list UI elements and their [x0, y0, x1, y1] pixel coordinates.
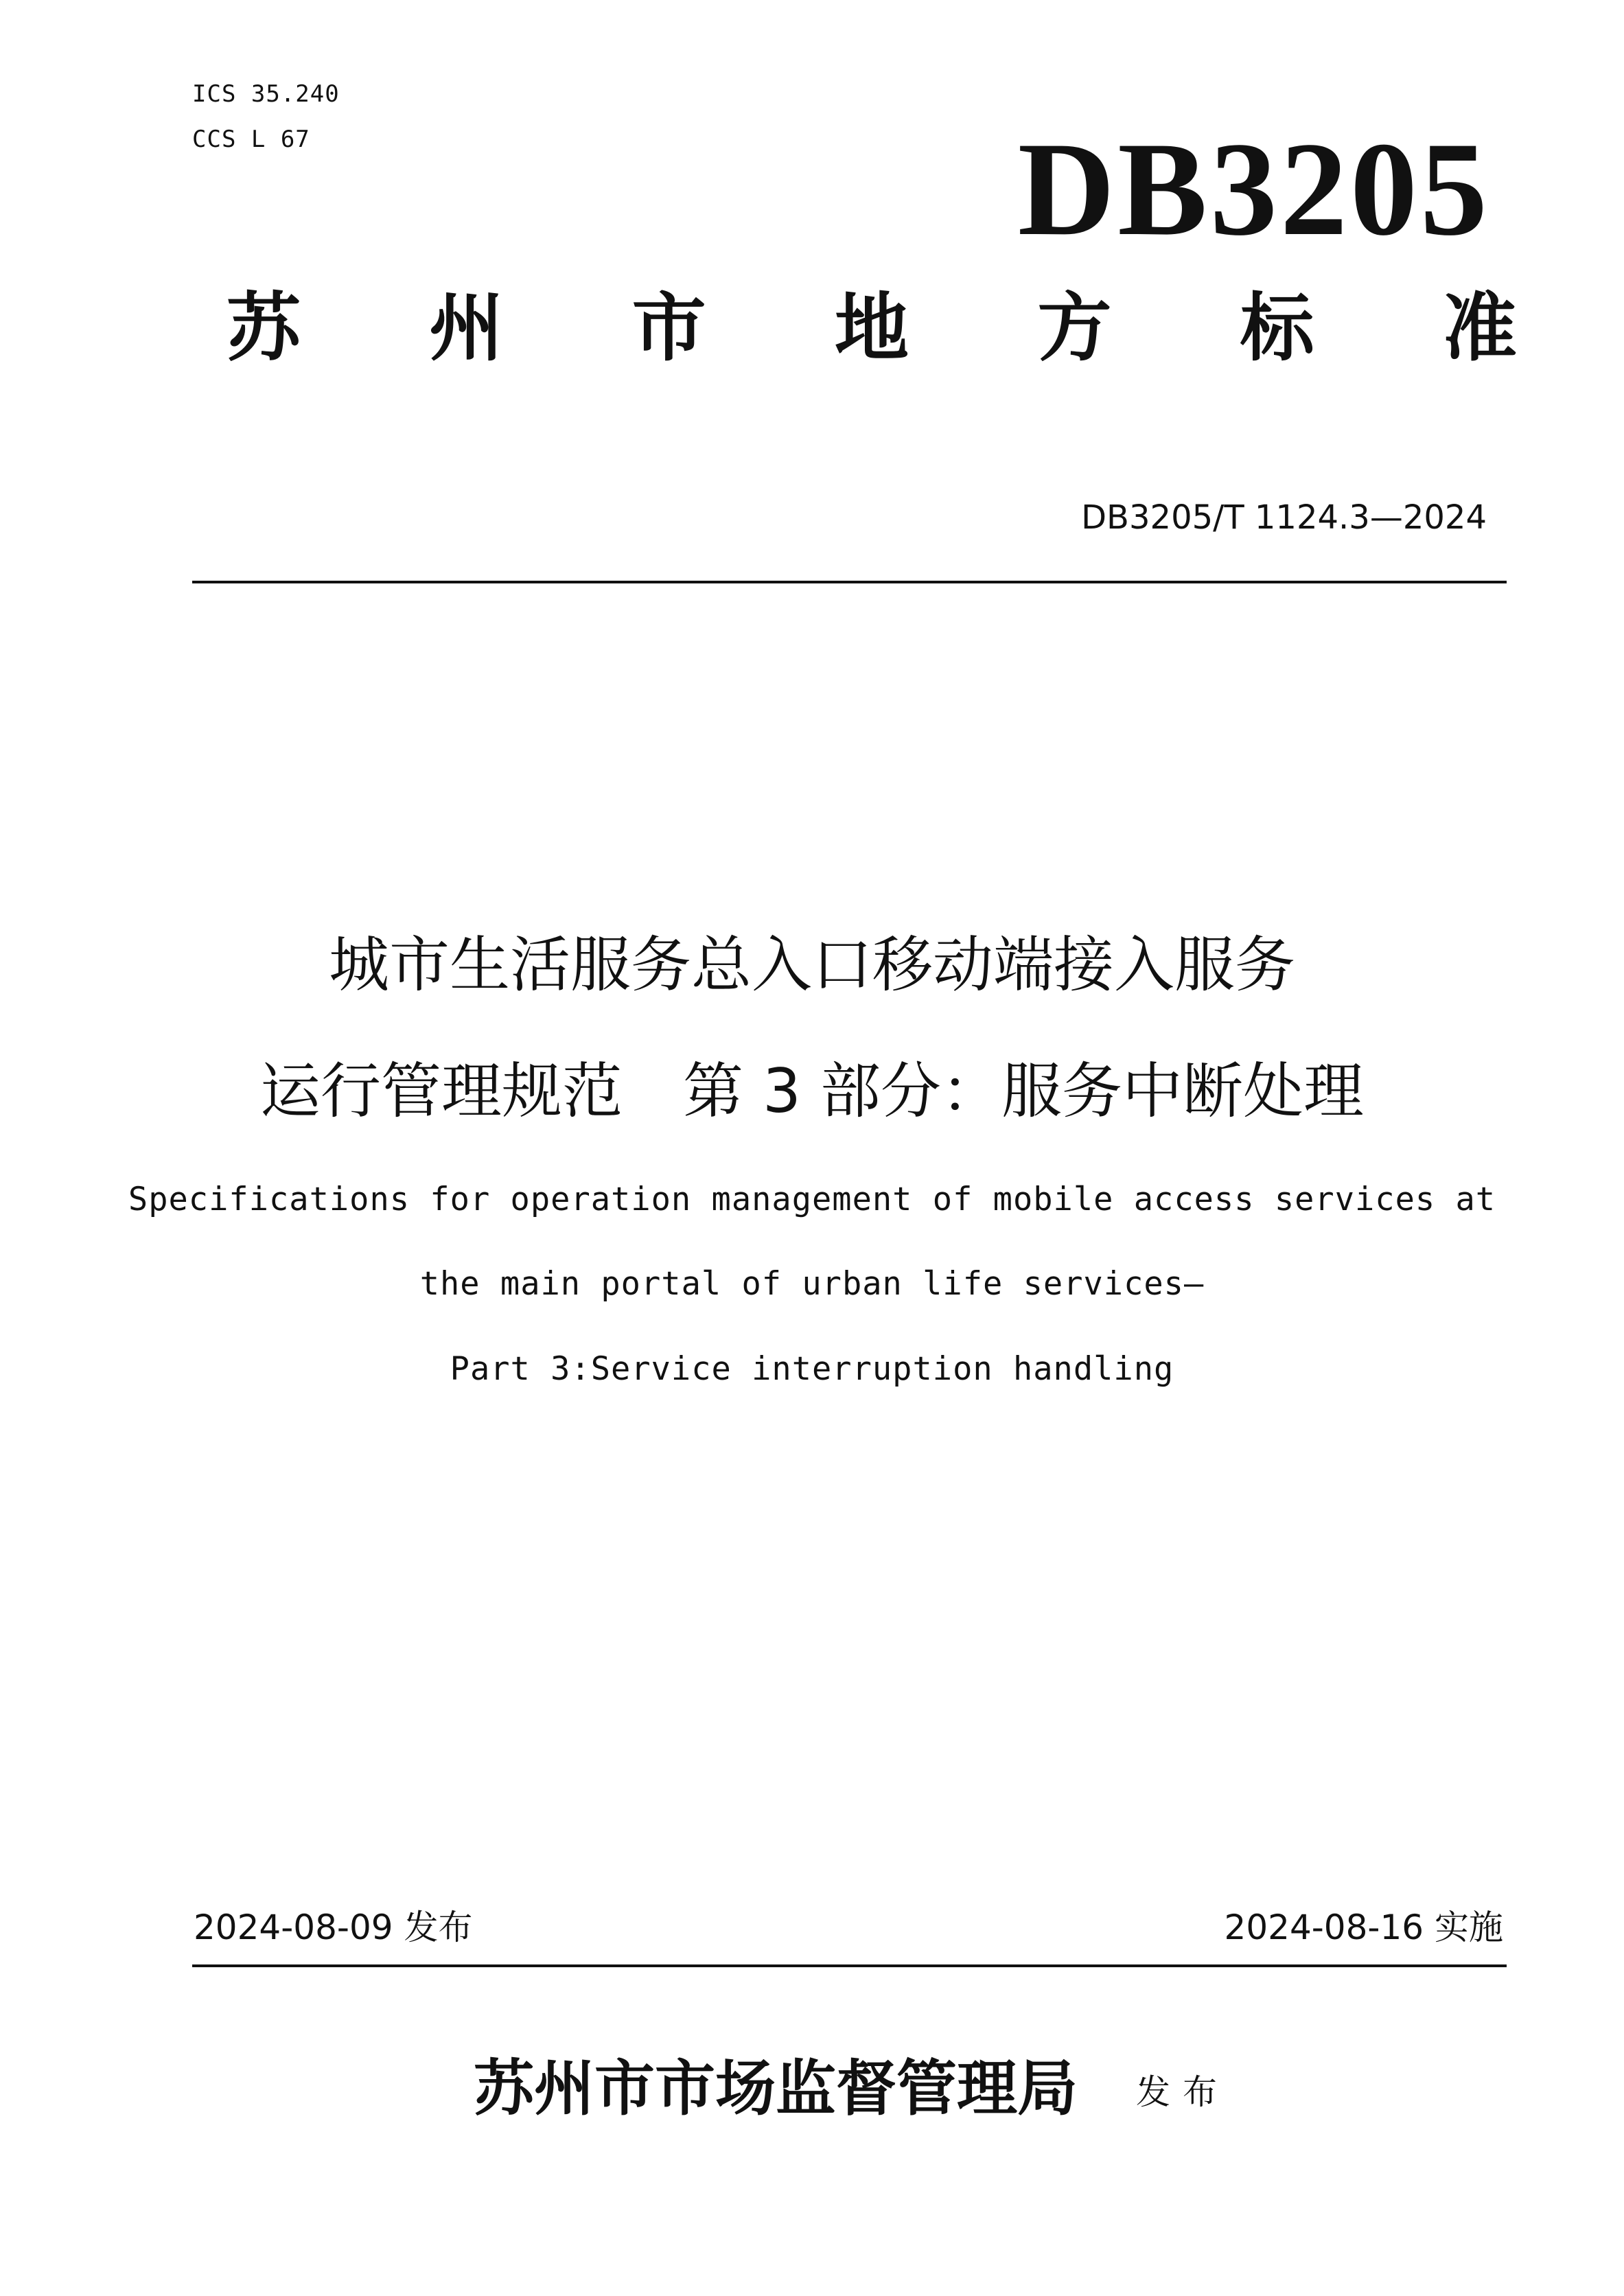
title-cn-line-1: 城市生活服务总入口移动端接入服务: [328, 929, 1295, 1000]
db-code-heading: DB3205: [1017, 115, 1490, 264]
top-divider: [192, 581, 1507, 583]
ccs-code: CCS L 67: [192, 126, 310, 153]
standard-type-char: 州: [429, 285, 504, 371]
standard-type-char: 市: [631, 285, 706, 371]
title-en-line-1: Specifications for operation management of mobile access services at: [128, 1181, 1496, 1218]
standard-type-char: 方: [1037, 285, 1112, 371]
standard-type-char: 地: [834, 285, 909, 371]
standard-type-char: 标: [1240, 285, 1314, 371]
issued-label: 发布: [1136, 2072, 1229, 2112]
standard-type-char: 苏: [227, 285, 301, 371]
title-en-line-2: the main portal of urban life services—: [419, 1265, 1205, 1303]
bottom-divider: [192, 1964, 1507, 1967]
standard-type-heading: [227, 287, 1517, 369]
implementation-date: 2024-08-16 实施: [1224, 1907, 1503, 1947]
standard-type-char: 准: [1442, 285, 1517, 371]
standard-number: DB3205/T 1124.3—2024: [1081, 498, 1487, 537]
ics-code: ICS 35.240: [192, 80, 340, 108]
title-en-line-3: Part 3:Service interruption handling: [450, 1350, 1174, 1388]
issuing-authority: 苏州市市场监督管理局: [474, 2052, 1078, 2124]
title-cn-line-2: 运行管理规范 第 3 部分：服务中断处理: [260, 1056, 1364, 1126]
issue-date: 2024-08-09 发布: [194, 1907, 473, 1947]
